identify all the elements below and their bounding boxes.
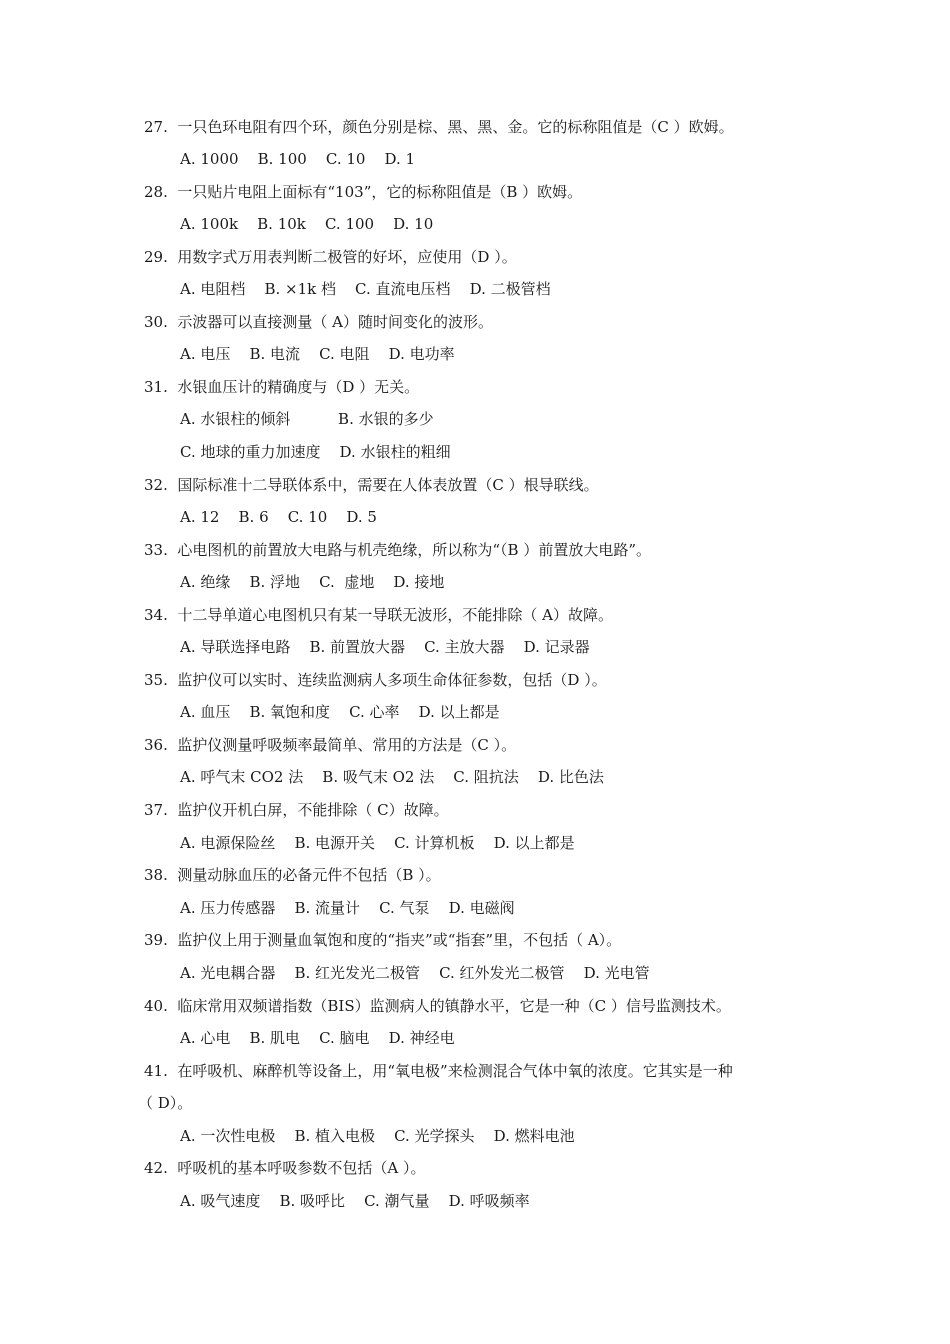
question-41-options: A. 一次性电极 B. 植入电极 C. 光学探头 D. 燃料电池 — [180, 1127, 575, 1145]
question-31-stem: 31. 水银血压计的精确度与（D ）无关。 — [144, 378, 420, 396]
question-31-options-row2: C. 地球的重力加速度 D. 水银柱的粗细 — [180, 443, 451, 461]
question-29-options: A. 电阻档 B. ×1k 档 C. 直流电压档 D. 二极管档 — [180, 280, 551, 298]
question-34-options: A. 导联选择电路 B. 前置放大器 C. 主放大器 D. 记录器 — [180, 638, 590, 656]
question-38-stem: 38. 测量动脉血压的必备元件不包括（B ）。 — [144, 866, 441, 884]
question-40-stem: 40. 临床常用双频谱指数（BIS）监测病人的镇静水平，它是一种（C ）信号监测技术。 — [144, 997, 731, 1015]
question-35-options: A. 血压 B. 氧饱和度 C. 心率 D. 以上都是 — [180, 703, 500, 721]
question-27-stem: 27. 一只色环电阻有四个环，颜色分别是棕、黑、黑、金。它的标称阻值是（C ）欧姆。 — [144, 118, 734, 136]
question-29-stem: 29. 用数字式万用表判断二极管的好坏，应使用（D ）。 — [144, 248, 517, 266]
question-31-options-row1: A. 水银柱的倾斜 B. 水银的多少 — [180, 410, 434, 428]
question-42-stem: 42. 呼吸机的基本呼吸参数不包括（A ）。 — [144, 1159, 426, 1177]
question-27-options: A. 1000 B. 100 C. 10 D. 1 — [180, 150, 416, 168]
question-28-stem: 28. 一只贴片电阻上面标有“103”，它的标称阻值是（B ）欧姆。 — [144, 183, 583, 201]
question-37-options: A. 电源保险丝 B. 电源开关 C. 计算机板 D. 以上都是 — [180, 834, 575, 852]
question-37-stem: 37. 监护仪开机白屏，不能排除（ C）故障。 — [144, 801, 449, 819]
question-28-options: A. 100k B. 10k C. 100 D. 10 — [180, 215, 434, 233]
question-36-options: A. 呼气末 CO2 法 B. 吸气末 O2 法 C. 阻抗法 D. 比色法 — [180, 768, 604, 786]
question-40-options: A. 心电 B. 肌电 C. 脑电 D. 神经电 — [180, 1029, 455, 1047]
question-33-stem: 33. 心电图机的前置放大电路与机壳绝缘，所以称为“（B ）前置放大电路”。 — [144, 541, 652, 559]
question-34-stem: 34. 十二导单道心电图机只有某一导联无波形，不能排除（ A）故障。 — [144, 606, 613, 624]
question-32-options: A. 12 B. 6 C. 10 D. 5 — [180, 508, 377, 526]
question-30-options: A. 电压 B. 电流 C. 电阻 D. 电功率 — [180, 345, 455, 363]
question-32-stem: 32. 国际标准十二导联体系中，需要在人体表放置（C ）根导联线。 — [144, 476, 599, 494]
question-33-options: A. 绝缘 B. 浮地 C. 虚地 D. 接地 — [180, 573, 445, 591]
question-42-options: A. 吸气速度 B. 吸呼比 C. 潮气量 D. 呼吸频率 — [180, 1192, 530, 1210]
question-41-stem: 41. 在呼吸机、麻醉机等设备上，用“氧电极”来检测混合气体中氧的浓度。它其实是一种 — [144, 1062, 733, 1080]
question-41-stem-continued: （ D）。 — [138, 1094, 193, 1112]
question-35-stem: 35. 监护仪可以实时、连续监测病人多项生命体征参数，包括（D ）。 — [144, 671, 607, 689]
question-30-stem: 30. 示波器可以直接测量（ A）随时间变化的波形。 — [144, 313, 493, 331]
question-38-options: A. 压力传感器 B. 流量计 C. 气泵 D. 电磁阀 — [180, 899, 515, 917]
question-39-stem: 39. 监护仪上用于测量血氧饱和度的“指夹”或“指套”里，不包括（ A）。 — [144, 931, 622, 949]
question-39-options: A. 光电耦合器 B. 红光发光二极管 C. 红外发光二极管 D. 光电管 — [180, 964, 650, 982]
question-36-stem: 36. 监护仪测量呼吸频率最简单、常用的方法是（C ）。 — [144, 736, 517, 754]
